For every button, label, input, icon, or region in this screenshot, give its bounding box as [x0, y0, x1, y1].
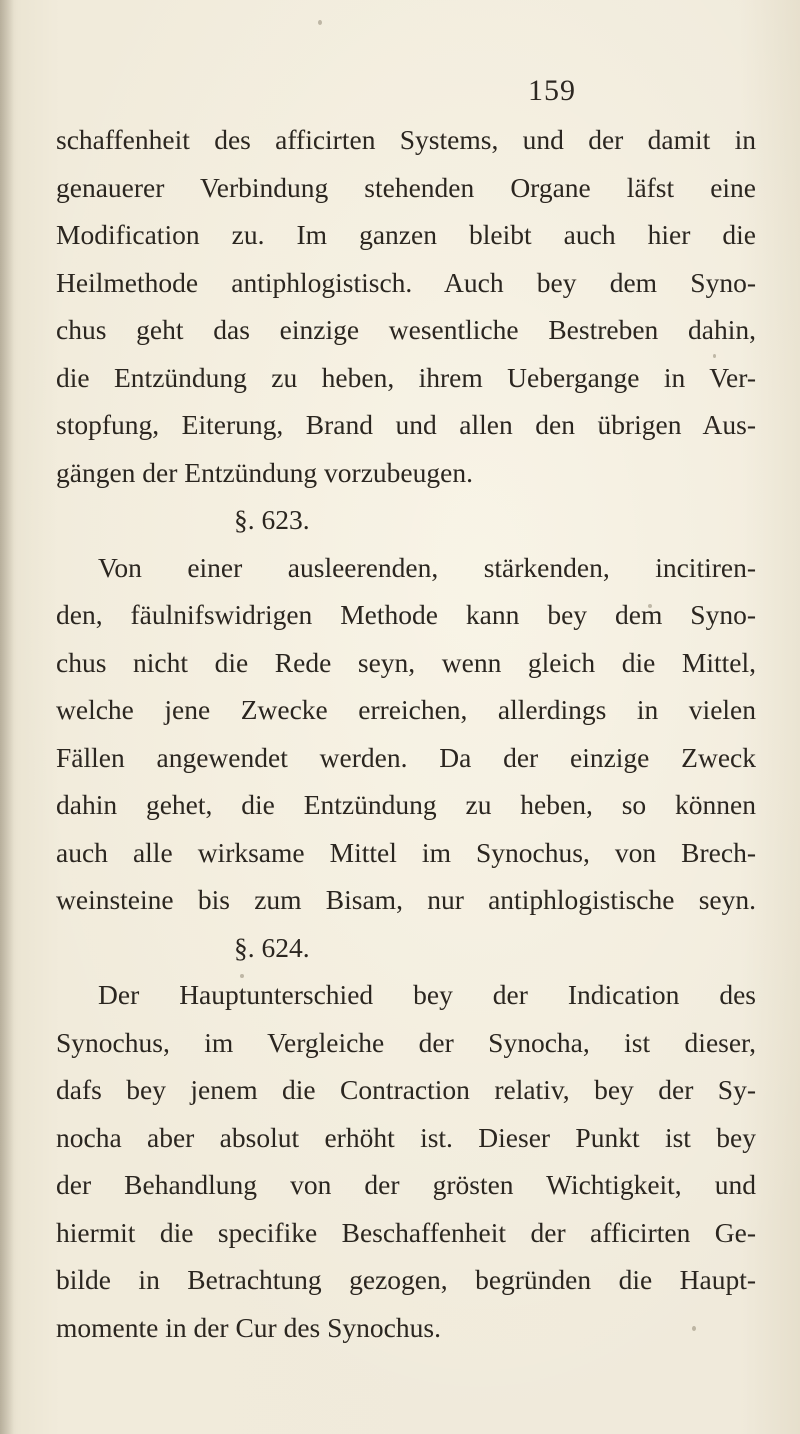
- text-line: hiermit die specifike Beschaffenheit der afficirten Ge-: [56, 1216, 756, 1248]
- text-line: momente in der Cur des Synochus.: [56, 1311, 441, 1343]
- section-heading: §. 623.: [234, 504, 310, 535]
- text-line: Der Hauptunterschied bey der Indication des: [98, 979, 756, 1010]
- text-line: genauerer Verbindung stehenden Organe läfst eine: [56, 171, 756, 203]
- paragraph: [56, 971, 756, 1351]
- text-line: Von einer ausleerenden, stärkenden, incitiren-: [98, 551, 756, 583]
- text-line: der Behandlung von der grösten Wichtigkeit, und: [56, 1169, 756, 1200]
- text-line: gängen der Entzündung vorzubeugen.: [56, 456, 473, 488]
- body-text: [56, 116, 756, 1351]
- text-line: Modification zu. Im ganzen bleibt auch hier die: [56, 219, 756, 250]
- binding-shadow: [0, 0, 14, 1434]
- paragraph: [56, 544, 756, 924]
- page-number: 159: [528, 74, 576, 107]
- paragraph: [56, 116, 756, 496]
- text-line: die Entzündung zu heben, ihrem Uebergange in Ver-: [56, 361, 756, 393]
- section-heading: §. 624.: [234, 931, 310, 963]
- text-line: dafs bey jenem die Contraction relativ, bey der Sy-: [56, 1074, 756, 1105]
- text-line: stopfung, Eiterung, Brand und allen den übrigen Aus-: [56, 409, 756, 440]
- text-line: weinsteine bis zum Bisam, nur antiphlogistische seyn.: [56, 884, 756, 915]
- text-line: chus nicht die Rede seyn, wenn gleich die Mittel,: [56, 646, 756, 678]
- text-line: schaffenheit des afficirten Systems, und der damit in: [56, 124, 756, 155]
- paper-speck: [318, 20, 322, 25]
- text-line: den, fäulnifswidrigen Methode kann bey dem Syno-: [56, 599, 756, 630]
- text-line: Heilmethode antiphlogistisch. Auch bey dem Syno-: [56, 266, 756, 298]
- text-line: Synochus, im Vergleiche der Synocha, ist dieser,: [56, 1026, 756, 1058]
- text-line: auch alle wirksame Mittel im Synochus, von Brech-: [56, 836, 756, 868]
- text-line: bilde in Betrachtung gezogen, begründen die Haupt-: [56, 1264, 756, 1295]
- text-line: nocha aber absolut erhöht ist. Dieser Punkt ist bey: [56, 1121, 756, 1153]
- text-line: chus geht das einzige wesentliche Bestreben dahin,: [56, 314, 756, 345]
- text-line: dahin gehet, die Entzündung zu heben, so können: [56, 789, 756, 820]
- text-line: Fällen angewendet werden. Da der einzige Zweck: [56, 741, 756, 773]
- text-line: welche jene Zwecke erreichen, allerdings in vielen: [56, 694, 756, 725]
